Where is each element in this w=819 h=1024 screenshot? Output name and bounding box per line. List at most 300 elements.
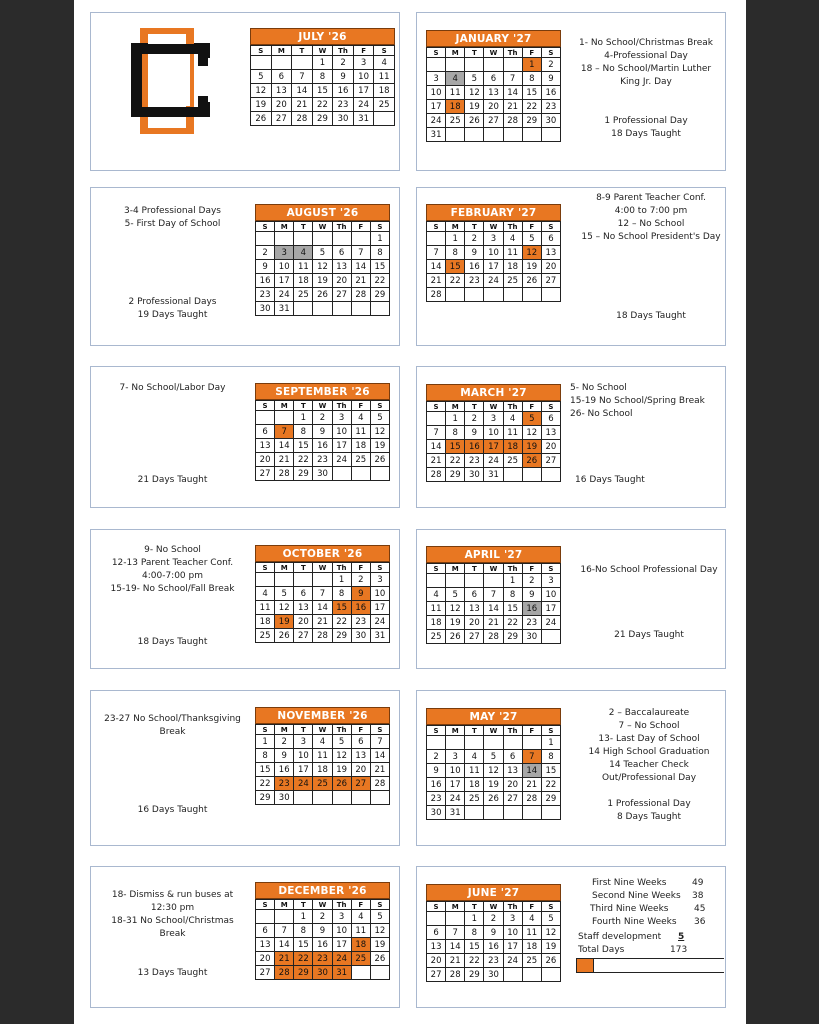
- week-row: [256, 425, 390, 439]
- day-cell: [541, 968, 560, 982]
- april-summary: [566, 629, 732, 642]
- day-cell: 7: [427, 246, 446, 260]
- week-row: [251, 56, 395, 70]
- october-summary: [90, 636, 255, 649]
- weekday-header: S: [541, 902, 560, 912]
- day-cell: [251, 56, 272, 70]
- calendar-january: [426, 30, 561, 142]
- note-line: 18- Dismiss & run buses at: [111, 890, 234, 900]
- weekday-header: M: [446, 902, 465, 912]
- weekday-header: F: [522, 402, 541, 412]
- day-cell: 28: [351, 288, 370, 302]
- day-cell: [522, 806, 541, 820]
- weekday-header: Th: [503, 726, 522, 736]
- day-cell: 11: [256, 601, 275, 615]
- legend-orange-swatch: [576, 958, 594, 973]
- day-cell: 20: [541, 440, 560, 454]
- day-cell: 10: [427, 86, 446, 100]
- totals-label: Staff development: [578, 932, 662, 942]
- day-cell: [370, 791, 389, 805]
- note-line: 12:30 pm: [150, 903, 195, 913]
- day-cell: 27: [541, 274, 560, 288]
- week-row: [256, 952, 390, 966]
- weekday-header: W: [313, 900, 332, 910]
- day-cell: 1: [332, 573, 351, 587]
- day-cell: 26: [275, 629, 294, 643]
- day-cell: 27: [503, 792, 522, 806]
- may-events: [566, 707, 732, 785]
- day-cell: 21: [351, 274, 370, 288]
- day-cell: 18: [503, 260, 522, 274]
- totals-number: 36: [694, 917, 706, 927]
- day-cell: 7: [370, 735, 389, 749]
- day-cell: 27: [332, 288, 351, 302]
- note-line: 16 Days Taught: [137, 805, 208, 815]
- week-row: [256, 232, 390, 246]
- day-cell: 31: [370, 629, 389, 643]
- month-title: NOVEMBER '26: [255, 707, 390, 724]
- week-row: [256, 777, 390, 791]
- day-cell: 20: [271, 98, 292, 112]
- day-cell: 31: [332, 966, 351, 980]
- day-cell: 2: [313, 910, 332, 924]
- week-row: [427, 260, 561, 274]
- day-cell: 8: [522, 72, 541, 86]
- day-cell: 28: [503, 114, 522, 128]
- day-cell: 28: [313, 629, 332, 643]
- day-cell: 30: [522, 630, 541, 644]
- day-cell: 25: [256, 629, 275, 643]
- day-cell: 18: [256, 615, 275, 629]
- day-cell: 22: [370, 274, 389, 288]
- week-row: [427, 128, 561, 142]
- note-line: 4-Professional Day: [604, 51, 688, 61]
- day-cell: 30: [427, 806, 446, 820]
- week-row: [427, 602, 561, 616]
- day-cell: 29: [465, 968, 484, 982]
- note-line: 13 Days Taught: [137, 968, 208, 978]
- day-cell: 28: [484, 630, 503, 644]
- calendar-september: [255, 383, 390, 481]
- day-cell: 23: [256, 288, 275, 302]
- day-cell: 18: [465, 778, 484, 792]
- day-cell: 17: [332, 439, 351, 453]
- day-cell: 6: [294, 587, 313, 601]
- day-cell: 21: [503, 100, 522, 114]
- day-cell: 31: [484, 468, 503, 482]
- day-cell: 18: [446, 100, 465, 114]
- day-cell: 11: [503, 426, 522, 440]
- weekday-header: W: [313, 222, 332, 232]
- day-cell: 15: [541, 764, 560, 778]
- day-cell: 11: [313, 749, 332, 763]
- week-row: [256, 274, 390, 288]
- day-cell: 23: [313, 453, 332, 467]
- totals-label: Fourth Nine Weeks: [592, 917, 677, 927]
- day-cell: 5: [370, 411, 389, 425]
- note-line: 21 Days Taught: [137, 475, 208, 485]
- day-cell: 5: [465, 72, 484, 86]
- day-cell: 6: [427, 926, 446, 940]
- day-cell: 24: [275, 288, 294, 302]
- day-cell: 26: [522, 274, 541, 288]
- day-cell: [484, 806, 503, 820]
- day-cell: 1: [541, 736, 560, 750]
- day-cell: [484, 58, 503, 72]
- week-row: [427, 778, 561, 792]
- day-cell: 11: [351, 924, 370, 938]
- week-row: [427, 940, 561, 954]
- day-cell: 4: [446, 72, 465, 86]
- day-cell: 21: [275, 453, 294, 467]
- day-cell: [522, 468, 541, 482]
- day-cell: 22: [312, 98, 333, 112]
- week-row: [427, 72, 561, 86]
- weekday-header: T: [294, 725, 313, 735]
- april-events: [566, 564, 732, 577]
- day-cell: [465, 288, 484, 302]
- day-cell: [256, 910, 275, 924]
- day-cell: 10: [332, 425, 351, 439]
- day-cell: 16: [484, 940, 503, 954]
- day-cell: 15: [332, 601, 351, 615]
- day-cell: [446, 574, 465, 588]
- day-cell: 8: [312, 70, 333, 84]
- weekday-header: S: [370, 222, 389, 232]
- day-cell: 21: [446, 954, 465, 968]
- day-cell: 2: [275, 735, 294, 749]
- day-cell: [465, 128, 484, 142]
- week-row: [427, 454, 561, 468]
- day-cell: 13: [541, 426, 560, 440]
- day-cell: 23: [313, 952, 332, 966]
- note-line: 18-31 No School/Christmas: [111, 916, 234, 926]
- month-title: AUGUST '26: [255, 204, 390, 221]
- weekday-header: F: [522, 726, 541, 736]
- day-cell: 26: [370, 453, 389, 467]
- day-cell: 26: [251, 112, 272, 126]
- note-line: 18 Days Taught: [611, 129, 681, 139]
- note-line: Break: [159, 929, 186, 939]
- day-cell: [465, 736, 484, 750]
- day-cell: [313, 573, 332, 587]
- day-cell: 25: [522, 954, 541, 968]
- day-cell: 28: [427, 288, 446, 302]
- note-line: 21 Days Taught: [614, 630, 684, 640]
- day-cell: 25: [294, 288, 313, 302]
- day-cell: 22: [332, 615, 351, 629]
- day-cell: 3: [484, 232, 503, 246]
- totals-number: 49: [692, 878, 704, 888]
- day-cell: 21: [522, 778, 541, 792]
- weekday-header: W: [313, 725, 332, 735]
- weekday-header: W: [484, 48, 503, 58]
- month-title: SEPTEMBER '26: [255, 383, 390, 400]
- week-row: [427, 114, 561, 128]
- day-cell: 9: [541, 72, 560, 86]
- day-cell: 10: [332, 924, 351, 938]
- weekday-header: S: [541, 564, 560, 574]
- day-cell: 3: [446, 750, 465, 764]
- day-cell: 21: [370, 763, 389, 777]
- day-cell: 9: [465, 426, 484, 440]
- week-row: [427, 426, 561, 440]
- note-line: 1- No School/Christmas Break: [578, 38, 714, 48]
- note-line: 4:00 to 7:00 pm: [614, 206, 688, 216]
- weekday-header: Th: [503, 222, 522, 232]
- day-cell: 15: [294, 938, 313, 952]
- week-row: [427, 616, 561, 630]
- week-row: [251, 70, 395, 84]
- day-cell: 11: [294, 260, 313, 274]
- day-cell: [370, 467, 389, 481]
- weekday-header: M: [275, 900, 294, 910]
- day-cell: [332, 467, 351, 481]
- day-cell: 26: [484, 792, 503, 806]
- day-cell: 5: [522, 412, 541, 426]
- day-cell: 1: [446, 232, 465, 246]
- day-cell: 28: [522, 792, 541, 806]
- day-cell: [275, 573, 294, 587]
- day-cell: 18: [313, 763, 332, 777]
- day-cell: [503, 736, 522, 750]
- september-events: [90, 382, 255, 395]
- day-cell: 4: [374, 56, 395, 70]
- day-cell: 4: [351, 910, 370, 924]
- weekday-header: W: [484, 726, 503, 736]
- day-cell: 11: [522, 926, 541, 940]
- day-cell: 26: [446, 630, 465, 644]
- day-cell: 9: [313, 425, 332, 439]
- day-cell: 10: [541, 588, 560, 602]
- day-cell: 5: [275, 587, 294, 601]
- day-cell: 20: [484, 100, 503, 114]
- day-cell: 19: [370, 938, 389, 952]
- day-cell: 3: [332, 411, 351, 425]
- day-cell: 3: [275, 246, 294, 260]
- day-cell: 3: [332, 910, 351, 924]
- day-cell: 2: [465, 412, 484, 426]
- weekday-header: S: [256, 222, 275, 232]
- day-cell: 24: [294, 777, 313, 791]
- week-row: [256, 288, 390, 302]
- day-cell: 29: [370, 288, 389, 302]
- totals-label: Third Nine Weeks: [590, 904, 669, 914]
- week-row: [427, 58, 561, 72]
- month-grid: [250, 45, 395, 126]
- day-cell: 18: [351, 938, 370, 952]
- note-line: 5- First Day of School: [124, 219, 221, 229]
- day-cell: 12: [370, 924, 389, 938]
- day-cell: [446, 736, 465, 750]
- day-cell: 12: [446, 602, 465, 616]
- day-cell: 16: [427, 778, 446, 792]
- day-cell: 15: [503, 602, 522, 616]
- week-row: [256, 439, 390, 453]
- note-line: 9- No School: [144, 545, 201, 555]
- note-line: 18 Days Taught: [616, 311, 686, 321]
- day-cell: 5: [446, 588, 465, 602]
- note-line: 16 Days Taught: [575, 475, 645, 485]
- day-cell: 14: [522, 764, 541, 778]
- weekday-header: T: [292, 46, 313, 56]
- day-cell: 19: [370, 439, 389, 453]
- day-cell: 9: [522, 588, 541, 602]
- day-cell: 19: [313, 274, 332, 288]
- day-cell: [256, 411, 275, 425]
- day-cell: 8: [465, 926, 484, 940]
- day-cell: [374, 112, 395, 126]
- calendar-march: [426, 384, 561, 482]
- january-summary: [566, 115, 726, 141]
- calendar-july: [250, 28, 395, 126]
- day-cell: [294, 232, 313, 246]
- weekday-header: Th: [503, 402, 522, 412]
- day-cell: 29: [312, 112, 333, 126]
- day-cell: [503, 468, 522, 482]
- day-cell: 12: [541, 926, 560, 940]
- weekday-header: T: [465, 222, 484, 232]
- day-cell: 16: [541, 86, 560, 100]
- weekday-header: S: [427, 402, 446, 412]
- day-cell: 20: [294, 615, 313, 629]
- day-cell: 6: [256, 924, 275, 938]
- day-cell: 18: [374, 84, 395, 98]
- day-cell: 2: [465, 232, 484, 246]
- day-cell: 28: [370, 777, 389, 791]
- weekday-header: W: [484, 564, 503, 574]
- day-cell: [294, 573, 313, 587]
- day-cell: 24: [446, 792, 465, 806]
- week-row: [256, 791, 390, 805]
- day-cell: [427, 232, 446, 246]
- day-cell: [503, 288, 522, 302]
- month-grid: [426, 563, 561, 644]
- day-cell: 12: [484, 764, 503, 778]
- totals-number: 45: [694, 904, 706, 914]
- day-cell: 27: [256, 467, 275, 481]
- day-cell: 17: [503, 940, 522, 954]
- week-row: [427, 232, 561, 246]
- weekday-header: S: [370, 401, 389, 411]
- day-cell: 7: [427, 426, 446, 440]
- day-cell: 14: [427, 260, 446, 274]
- day-cell: 27: [256, 966, 275, 980]
- day-cell: [446, 58, 465, 72]
- day-cell: 30: [541, 114, 560, 128]
- day-cell: [427, 58, 446, 72]
- day-cell: [465, 806, 484, 820]
- day-cell: 30: [313, 966, 332, 980]
- day-cell: 28: [427, 468, 446, 482]
- week-row: [256, 411, 390, 425]
- day-cell: 1: [312, 56, 333, 70]
- day-cell: 15: [256, 763, 275, 777]
- day-cell: [351, 232, 370, 246]
- day-cell: [332, 232, 351, 246]
- day-cell: 17: [484, 440, 503, 454]
- school-logo-icon: [128, 28, 210, 134]
- day-cell: 14: [427, 440, 446, 454]
- day-cell: 6: [503, 750, 522, 764]
- day-cell: 1: [522, 58, 541, 72]
- day-cell: 3: [370, 573, 389, 587]
- week-row: [251, 112, 395, 126]
- day-cell: 23: [522, 616, 541, 630]
- week-row: [427, 954, 561, 968]
- calendar-february: [426, 204, 561, 302]
- day-cell: 28: [446, 968, 465, 982]
- day-cell: 27: [465, 630, 484, 644]
- day-cell: 4: [465, 750, 484, 764]
- note-line: 15 – No School President's Day: [581, 232, 721, 242]
- day-cell: 9: [484, 926, 503, 940]
- day-cell: 13: [541, 246, 560, 260]
- day-cell: 21: [292, 98, 313, 112]
- totals-label: Total Days: [578, 945, 625, 955]
- day-cell: 26: [522, 454, 541, 468]
- day-cell: [541, 630, 560, 644]
- weekday-header: T: [465, 564, 484, 574]
- weekday-header: F: [522, 48, 541, 58]
- note-line: Out/Professional Day: [601, 773, 697, 783]
- day-cell: [541, 128, 560, 142]
- day-cell: 27: [271, 112, 292, 126]
- day-cell: 20: [332, 274, 351, 288]
- day-cell: 7: [351, 246, 370, 260]
- day-cell: 18: [351, 439, 370, 453]
- day-cell: 3: [353, 56, 374, 70]
- day-cell: [292, 56, 313, 70]
- day-cell: 14: [351, 260, 370, 274]
- day-cell: 13: [294, 601, 313, 615]
- month-grid: [255, 724, 390, 805]
- day-cell: 15: [446, 260, 465, 274]
- day-cell: 14: [313, 601, 332, 615]
- day-cell: 16: [522, 602, 541, 616]
- weekday-header: S: [251, 46, 272, 56]
- day-cell: 11: [427, 602, 446, 616]
- day-cell: 14: [484, 602, 503, 616]
- day-cell: 7: [522, 750, 541, 764]
- weekday-header: F: [522, 564, 541, 574]
- weekday-header: M: [446, 222, 465, 232]
- weekday-header: M: [275, 563, 294, 573]
- day-cell: 23: [541, 100, 560, 114]
- week-row: [256, 467, 390, 481]
- totals-number: 5: [678, 932, 685, 942]
- day-cell: [522, 128, 541, 142]
- day-cell: 13: [484, 86, 503, 100]
- day-cell: 6: [541, 232, 560, 246]
- month-title: JULY '26: [250, 28, 395, 45]
- totals-value: [692, 891, 703, 901]
- day-cell: [294, 791, 313, 805]
- december-events: [90, 889, 255, 941]
- day-cell: 20: [503, 778, 522, 792]
- day-cell: 5: [541, 912, 560, 926]
- weekday-header: T: [294, 401, 313, 411]
- week-row: [427, 588, 561, 602]
- day-cell: 8: [503, 588, 522, 602]
- month-grid: [255, 221, 390, 316]
- totals-summary: [570, 876, 726, 996]
- day-cell: [446, 912, 465, 926]
- day-cell: 1: [256, 735, 275, 749]
- day-cell: 10: [294, 749, 313, 763]
- weekday-header: F: [353, 46, 374, 56]
- weekday-header: Th: [332, 725, 351, 735]
